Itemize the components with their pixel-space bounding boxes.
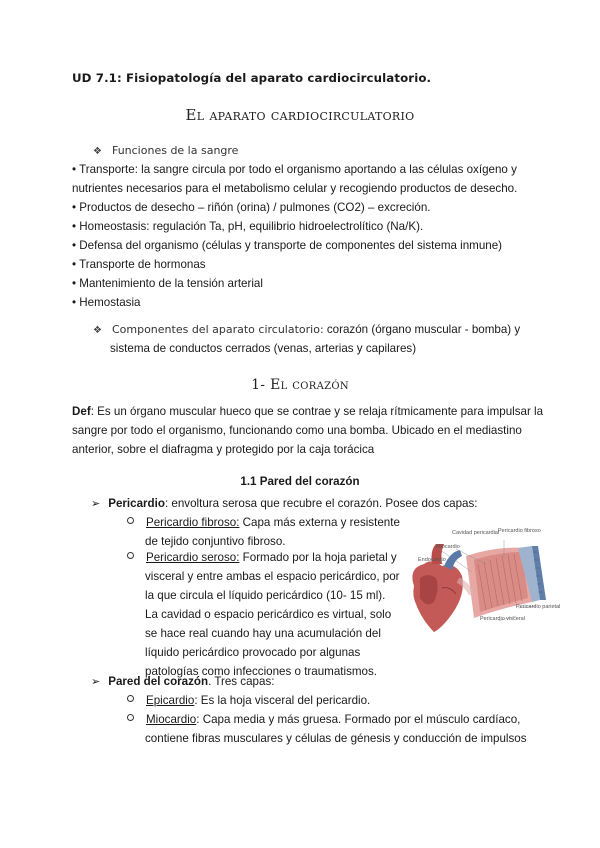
- figure-label: Miocardio: [436, 544, 460, 550]
- pericardio-fibroso-item: Pericardio fibroso: Capa más externa y resistente de tejido conjuntivo fibroso.: [127, 513, 400, 551]
- figure-label: Pericardio parietal: [516, 604, 561, 610]
- section-title-corazon: 1- El corazón: [251, 377, 349, 393]
- circle-bullet-icon: [127, 695, 134, 702]
- figure-label: Endocardio: [418, 557, 446, 563]
- arrow-bullet-icon: ➢: [91, 498, 101, 510]
- componentes-line-2: sistema de conductos cerrados (venas, arterias y capilares): [110, 342, 417, 355]
- epicardio-item: Epicardio: Es la hoja visceral del pericardio.: [127, 691, 370, 710]
- figure-label: Pericardio visceral: [480, 616, 525, 622]
- pericardio-item: ➢ Pericardio: envoltura serosa que recubre el corazón. Posee dos capas:: [91, 497, 478, 510]
- heart-wall-figure: [406, 528, 562, 636]
- unit-title: UD 7.1: Fisiopatología del aparato cardiocirculatorio.: [72, 71, 432, 85]
- figure-label: Cavidad pericardial: [452, 530, 500, 536]
- definition-paragraph: Def: Es un órgano muscular hueco que se contrae y se relaja rítmicamente para impulsar la sangre por todo el organismo, funcionando como una bomba. Ubicado en el mediastino anterior, sobre el diafragma y protegido por la caja torácica: [72, 405, 544, 456]
- list-item: • Defensa del organismo (células y transporte de componentes del sistema inmune): [72, 239, 503, 252]
- pared-item: ➢ Pared del corazón. Tres capas:: [91, 675, 275, 688]
- componentes-paragraph: ❖ Componentes del aparato circulatorio: corazón (órgano muscular - bomba) y: [93, 323, 521, 336]
- list-item: • Transporte: la sangre circula por todo el organismo aportando a las células oxígeno y: [72, 163, 517, 176]
- funciones-list: [72, 160, 517, 312]
- funciones-heading: ❖ Funciones de la sangre: [93, 144, 239, 157]
- list-item: • Mantenimiento de la tensión arterial: [72, 277, 263, 290]
- subsection-title: 1.1 Pared del corazón: [240, 475, 360, 488]
- circle-bullet-icon: [127, 517, 134, 524]
- list-item: • Transporte de hormonas: [72, 258, 206, 271]
- main-title: El aparato cardiocirculatorio: [185, 106, 415, 124]
- arrow-bullet-icon: ➢: [91, 676, 101, 688]
- list-item: nutrientes necesarios para el metabolismo celular y recogiendo productos de desecho.: [72, 182, 518, 195]
- diamond-bullet-icon: ❖: [93, 146, 102, 157]
- figure-label: Pericardio fibroso: [498, 528, 541, 534]
- list-item: • Homeostasis: regulación Ta, pH, equilibrio hidroelectrolítico (Na/K).: [72, 220, 424, 233]
- diamond-bullet-icon: ❖: [93, 325, 102, 336]
- list-item: • Hemostasia: [72, 296, 141, 309]
- list-item: • Productos de desecho – riñón (orina) / pulmones (CO2) – excreción.: [72, 201, 431, 214]
- miocardio-item: Miocardio: Capa media y más gruesa. Formado por el músculo cardíaco, contiene fibras musculares y células de génesis y conducción de impulsos: [127, 710, 527, 748]
- circle-bullet-icon: [127, 714, 134, 721]
- circle-bullet-icon: [127, 552, 134, 559]
- pericardio-seroso-item: Pericardio seroso: Formado por la hoja parietal y visceral y entre ambas el espacio pericárdico, por la que circula el líquido pericárdico (10- 15 ml). La cavidad o espacio pericárdico es virtual, solo se hace real cuando hay una acumulación del líquido pericárdico provocado por algunas patologías como infecciones o traumatismos.: [127, 548, 400, 681]
